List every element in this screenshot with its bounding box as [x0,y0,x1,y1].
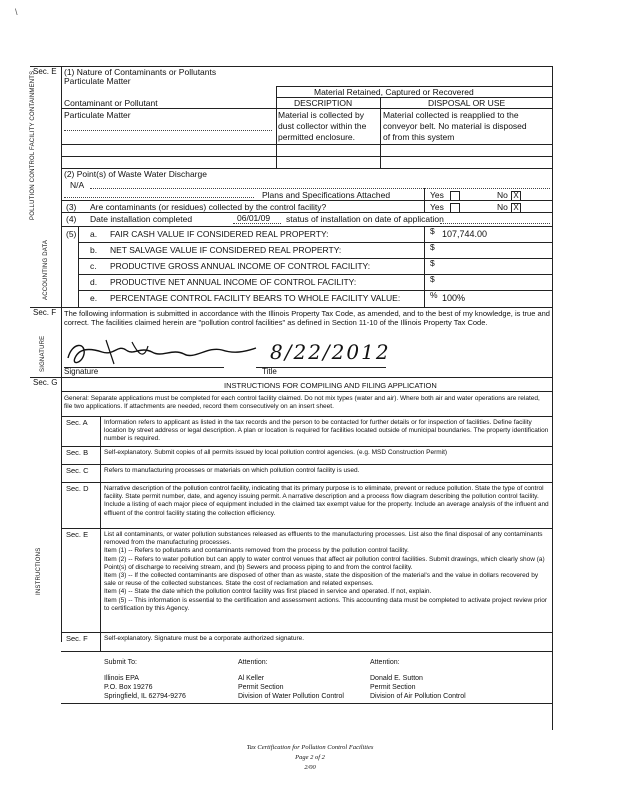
q2-dotted-2 [64,197,254,198]
corner-mark: \ [15,7,18,17]
plans-yes-label: Yes [430,190,444,200]
sec-f-label: Sec. F [33,308,57,317]
q5-col-line-2 [424,226,425,307]
instruction-section-label: Sec. E [66,530,89,539]
accounting-row-letter: b. [90,245,98,255]
q1-title: (1) Nature of Contaminants or Pollutants [64,67,217,77]
sec-e-vertical-label-2: ACCOUNTING DATA [43,239,49,300]
q3-num: (3) [66,202,77,212]
plans-label: Plans and Specifications Attached [262,190,391,200]
instructions-bottom-line [61,651,552,652]
q4-line-top [61,212,552,213]
instruction-divider [61,482,552,483]
signature-label: Signature [64,367,99,376]
accounting-row-label: PERCENTAGE CONTROL FACILITY BEARS TO WHOLE FACILITY VALUE: [110,293,401,303]
sec-f-bottom [30,377,552,378]
table-header-bottom [61,108,552,109]
q3-line-top [61,200,552,201]
sec-e-vertical-label: POLLUTION CONTROL FACILITY CONTAINMENTS [30,70,36,220]
plans-no-label: No [497,190,508,200]
contact1-line-3: Division of Water Pollution Control [238,693,344,700]
accounting-row-label: FAIR CASH VALUE IF CONSIDERED REAL PROPERTY: [110,229,329,239]
instruction-text: List all contaminants, or water pollution substances released as effluents to the manufacturing processes. List also the final disposal of any contaminants removed from the manufacturing processes. Item (1) -- Refers to pollutants and contaminants removed from the process by the pollution control facility. Item (2) -- Refers to water pollution but can apply to water control venues that affect air pollution control facilities. Submit drawings, which clearly show (a) Point(s) of discharge to receiving stream, and (b) Sewers and process piping to and from the control facility. Item (3) -- If the collected contaminants are disposed of other than as waste, state the disposition of the material's and the value in dollars recovered by sale or reuse of the collected substances. State the cost of reclamation and related expenses. Item (4) -- State the date which the pollution control facility was first placed in service and operated. If not, explain. Item (5) -- This information is essential to the certification and assessment actions. This accounting data must be completed to activate project review prior to certification by this Agency. [104,531,548,612]
instruction-section-label: Sec. D [66,484,89,493]
accounting-row-unit: $ [430,274,435,284]
contact2-line-3: Division of Air Pollution Control [370,693,466,700]
accounting-row-label: PRODUCTIVE GROSS ANNUAL INCOME OF CONTROL FACILITY: [110,261,371,271]
signature-image [62,336,262,370]
q1-sub: Particulate Matter [64,76,131,86]
col-contaminant: Contaminant or Pollutant [64,98,158,108]
accounting-row-unit: $ [430,242,435,252]
instruction-text: Self-explanatory. Submit copies of all permits issued by local pollution control agencies. (e.g. MSD Construction Permit) [104,449,448,456]
q2-dotted-1 [90,188,550,189]
accounting-row-unit: $ [430,226,435,236]
address-line-2: P.O. Box 19276 [104,684,153,691]
contact1-line-2: Permit Section [238,684,284,691]
col-description: DESCRIPTION [294,98,353,108]
instructions-heading: INSTRUCTIONS FOR COMPILING AND FILING APPLICATION [224,381,437,390]
instruction-divider [61,464,552,465]
q4-num: (4) [66,214,77,224]
q4-suffix: status of installation on date of application [286,214,444,224]
sec-g-vertical-label: INSTRUCTIONS [36,547,42,595]
q4-date: 06/01/09 [237,213,271,223]
instruction-text: Self-explanatory. Signature must be a corporate authorized signature. [104,635,305,642]
instructions-general: General: Separate applications must be completed for each control facility claimed. Do not mix types (water and air). Where both air and water operations are related, file two applications. If attachments are needed, record them consecutively on an insert sheet. [64,395,540,411]
form-bottom [61,703,552,704]
accounting-row-line [78,258,552,259]
frame-right [552,66,553,730]
q3-no-label: No [497,202,508,212]
row-disposal-3: of from this system [383,132,455,142]
q3-no-checkbox[interactable]: X [511,203,521,213]
contact1-line-1: Al Keller [238,675,265,682]
sec-f-statement: The following information is submitted in accordance with the Illinois Property Tax Code, as amended, and to the best of my knowledge, is true and correct. The facilities claimed herein are "pollution control facilities" as defined in Section 11-10 of the Illinois Property Tax Code. [64,309,550,327]
q4-dotted [440,223,550,224]
col-disposal: DISPOSAL OR USE [428,98,506,108]
q3-yes-label: Yes [430,202,444,212]
row-description-2: dust collector within the [278,121,367,131]
signature-date: 8/22/2012 [270,340,391,364]
footer-title: Tax Certification for Pollution Control Facilities [246,744,374,751]
row-description-3: permitted enclosure. [278,132,356,142]
material-header: Material Retained, Captured or Recovered [314,87,474,97]
instruction-section-label: Sec. F [66,634,88,643]
row-description-1: Material is collected by [278,110,364,120]
row-disposal-2: conveyor belt. No material is disposed [383,121,527,131]
row-line-1 [61,144,552,145]
plans-no-checkbox[interactable]: X [511,191,521,201]
accounting-row-line [78,242,552,243]
attention-label-2: Attention: [370,659,400,666]
address-line-3: Springfield, IL 62794-9276 [104,693,186,700]
row-contaminant: Particulate Matter [64,110,131,120]
accounting-row-letter: d. [90,277,98,287]
footer-date: 2/00 [304,764,316,771]
sec-g-label: Sec. G [33,378,58,387]
row-line-2 [61,156,552,157]
accounting-row-letter: a. [90,229,98,239]
q4-date-line [233,223,281,224]
sec-e-bottom [30,307,552,308]
accounting-row-unit: % [430,290,438,300]
instruction-section-label: Sec. B [66,448,89,457]
address-line-1: Illinois EPA [104,675,139,682]
accounting-row-unit: $ [430,258,435,268]
instructions-heading-line [61,391,552,392]
instruction-text: Narrative description of the pollution control facility, indicating that its primary purpose is to eliminate, prevent or reduce pollution. State the type of control facility. State permit number, date, and agency issuing permit. A narrative description and a process flow diagram describing the pollution control facility. Include a listing of each major piece of equipment included in the claimed tax exempt value for the property. Include an average analysis of the influent and effluent of the control facility stating the collection efficiency. [104,485,549,517]
footer-page: Page 2 of 2 [295,754,325,761]
q3-label: Are contaminants (or residues) collected by the control facility? [90,202,327,212]
accounting-row-line [78,274,552,275]
accounting-row-letter: c. [90,261,97,271]
instruction-divider [61,528,552,529]
submit-to-label: Submit To: [104,659,137,666]
instruction-col-line [100,416,101,651]
instruction-section-label: Sec. C [66,466,89,475]
accounting-row-line [78,290,552,291]
accounting-row-value[interactable]: 100% [442,293,466,303]
q4-label: Date installation completed [90,214,193,224]
sec-e-label: Sec. E [33,67,57,76]
accounting-row-letter: e. [90,293,98,303]
q2-value: N/A [70,180,85,190]
instruction-text: Refers to manufacturing processes or materials on which pollution control facility is used. [104,467,360,474]
q5-num: (5) [66,229,77,239]
accounting-row-label: PRODUCTIVE NET ANNUAL INCOME OF CONTROL FACILITY: [110,277,357,287]
q5-line-top [61,226,552,227]
accounting-row-label: NET SALVAGE VALUE IF CONSIDERED REAL PROPERTY: [110,245,342,255]
instruction-text: Information refers to applicant as listed in the tax records and the person to be contacted for further details or for inspection of facilities. Define facility location by street address or legal description. A plan or location is required for facilities located outside of municipal boundaries. The property identification number is required. [104,419,549,443]
q5-col-line-1 [78,226,79,307]
instruction-section-label: Sec. A [66,418,88,427]
title-label: Title [262,367,277,376]
contact2-line-2: Permit Section [370,684,416,691]
attention-label-1: Attention: [238,659,268,666]
row-dotted-1 [64,130,272,131]
instruction-divider [61,632,552,633]
sec-f-vertical-label: SIGNATURE [40,335,46,372]
q2-title: (2) Point(s) of Waste Water Discharge [64,169,207,179]
row-disposal-1: Material collected is reapplied to the [383,110,519,120]
instruction-divider [61,446,552,447]
accounting-row-value[interactable]: 107,744.00 [442,229,488,239]
general-bottom [61,416,552,417]
contact2-line-1: Donald E. Sutton [370,675,423,682]
